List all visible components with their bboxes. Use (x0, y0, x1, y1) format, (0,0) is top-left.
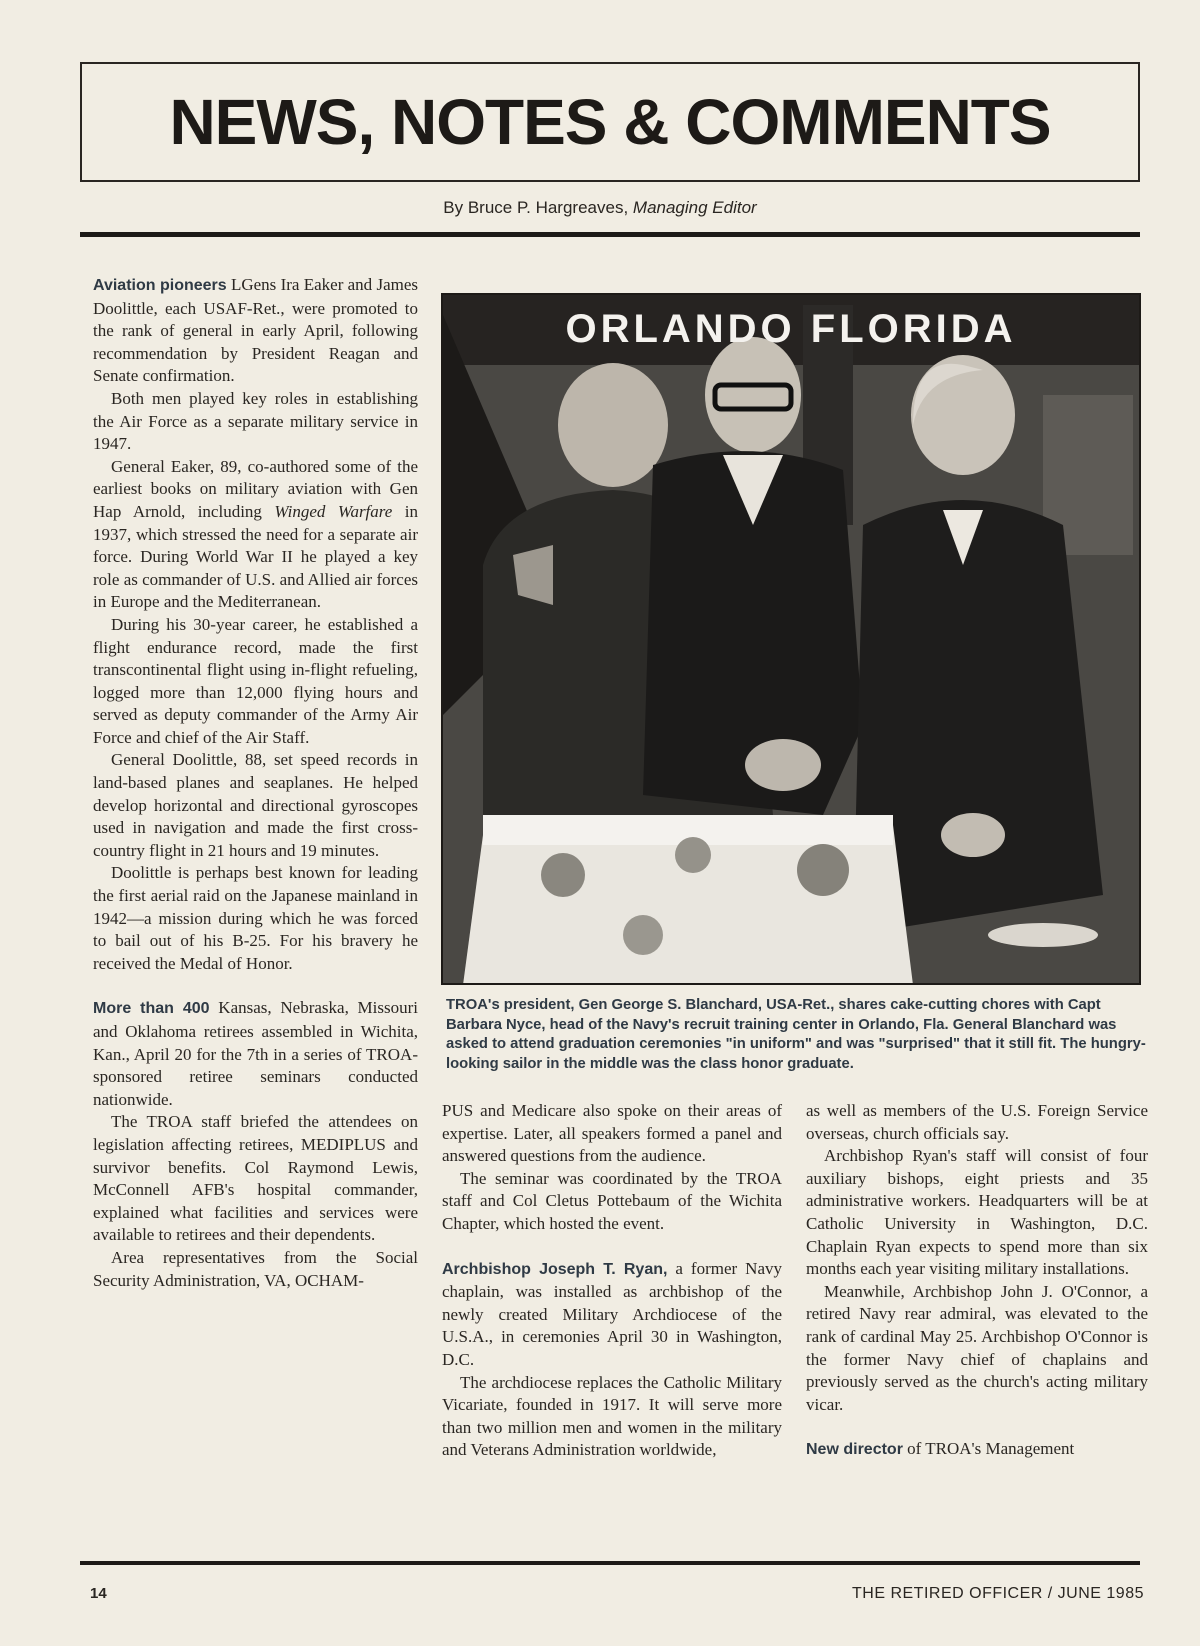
ryan-kicker: Archbishop Joseph T. Ryan, (442, 1260, 668, 1278)
seminar-p2: The TROA staff briefed the attendees on legislation affecting retirees, MEDIPLUS and survivor benefits. Col Raymond Lewis, McConnell AFB's hospital commander, explained what facilities and services were available to retirees and their dependents. (93, 1112, 418, 1245)
column-right (806, 1100, 1148, 1462)
aviation-p2: Both men played key roles in establishing the Air Force as a separate military service in 1947. (93, 388, 418, 454)
seminar-p3-start: Area representatives from the Social Security Administration, VA, OCHAM- (93, 1247, 418, 1290)
seminar-lead: More than 400 Kansas, Nebraska, Missouri and Oklahoma retirees assembled in Wichita, Kan., April 20 for the 7th in a series of TROA-sponsored retiree seminars conducted nationwide. (93, 998, 418, 1109)
page-title: NEWS, NOTES & COMMENTS (169, 86, 1051, 158)
seminar-p4: The seminar was coordinated by the TROA staff and Col Cletus Pottebaum of the Wichita Chapter, which hosted the event. (442, 1168, 782, 1233)
publication-footer: THE RETIRED OFFICER / JUNE 1985 (852, 1585, 1144, 1602)
aviation-p4: During his 30-year career, he established a flight endurance record, made the first transcontinental flight using in-flight refueling, logged more than 12,000 flying hours and served as deputy commander of the Army Air Force and chief of the Air Staff. (93, 614, 418, 747)
photo-sign-text: ORLANDO FLORIDA (565, 307, 1017, 351)
seminar-p3-continued: PUS and Medicare also spoke on their areas of expertise. Later, all speakers formed a panel and answered questions from the audience. (442, 1101, 782, 1166)
ryan-p2-continued: as well as members of the U.S. Foreign Service overseas, church officials say. (806, 1101, 1148, 1143)
bottom-rule (80, 1561, 1140, 1565)
masthead-box (80, 62, 1140, 182)
photo-illustration (443, 295, 1139, 983)
photo-caption: TROA's president, Gen George S. Blanchard, USA-Ret., shares cake-cutting chores with Capt Barbara Nyce, head of the Navy's recruit training center in Orlando, Fla. General Blanchard was asked to attend graduation ceremonies "in uniform" and was "surprised" that it still fit. The hungry-looking sailor in the middle was the class honor graduate. (446, 997, 1146, 1072)
seminar-kicker: More than 400 (93, 1000, 210, 1018)
director-lead: New director of TROA's Management (806, 1439, 1075, 1459)
ryan-lead: Archbishop Joseph T. Ryan, a former Navy chaplain, was installed as archbishop of the newly created Military Archdiocese of the U.S.A., in ceremonies April 30 in Washington, D.C. (442, 1258, 782, 1369)
byline-role: Managing Editor (632, 198, 757, 217)
ryan-p2-start: The archdiocese replaces the Catholic Military Vicariate, founded in 1917. It will serve more than two million men and women in the military and Veterans Administration worldwide, (442, 1372, 782, 1460)
aviation-p5: General Doolittle, 88, set speed records in land-based planes and seaplanes. He helped develop horizontal and directional gyroscopes used in navigation and made the first cross-country flight in 21 hours and 19 minutes. (93, 750, 418, 860)
byline (0, 198, 1200, 218)
aviation-kicker: Aviation pioneers (93, 277, 227, 294)
book-title: Winged Warfare (274, 501, 393, 521)
ryan-p3: Archbishop Ryan's staff will consist of four auxiliary bishops, eight priests and 35 administrative workers. Headquarters will be at Catholic University in Washington, D.C. Chaplain Ryan expects to spend more than six months each year visiting military installations. (806, 1146, 1148, 1279)
director-kicker: New director (806, 1441, 903, 1459)
aviation-p3: General Eaker, 89, co-authored some of the earliest books on military aviation with Gen Hap Arnold, including Winged Warfare in 1937, which stressed the need for a separate air force. During World War II he played a key role as commander of U.S. and Allied air forces in Europe and the Mediterranean. (93, 456, 418, 612)
aviation-lead: Aviation pioneers LGens Ira Eaker and James Doolittle, each USAF-Ret., were promoted to the rank of general in early April, following recommendation by President Reagan and Senate confirmation. (93, 275, 418, 386)
page-number: 14 (90, 1585, 107, 1602)
photo-cake-cutting (441, 293, 1141, 985)
byline-author: By Bruce P. Hargreaves, (443, 198, 629, 217)
aviation-p6: Doolittle is perhaps best known for leading the first aerial raid on the Japanese mainland in 1942—a mission during which he was forced to bail out of his B-25. For his bravery he received the Medal of Honor. (93, 863, 418, 973)
ryan-p4: Meanwhile, Archbishop John J. O'Connor, a retired Navy rear admiral, was elevated to the rank of cardinal May 25. Archbishop O'Connor is the former Navy chief of chaplains and previously served as the church's acting military vicar. (806, 1281, 1148, 1414)
column-left (93, 274, 418, 1292)
column-middle (442, 1100, 782, 1462)
top-rule (80, 232, 1140, 237)
